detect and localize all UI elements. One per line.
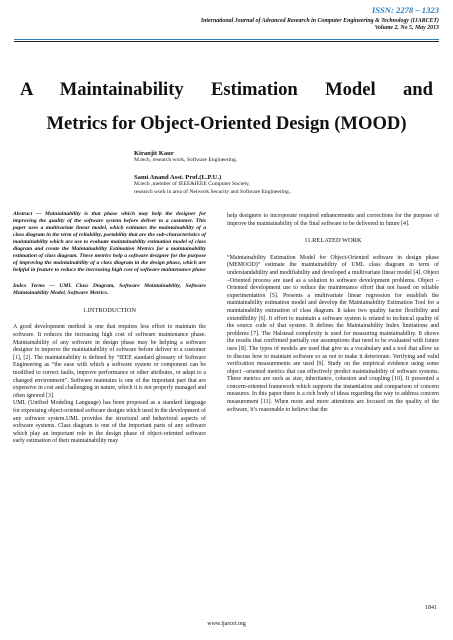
abstract: Abstract — Maintainability is that phase which may help the designer for improving the quality of the software system before deliver to a customer. This paper uses a multivariate linear model, which estimates the maintainability of a class diagram in the term of reliability, portability that are the sub-characteristics of maintainability which are use to evaluate maintainability estimation model of class diagram and create the Maintainability Estimation Metrics for a maintainability estimation of class diagram. These metrics help a software designer for the purpose of improving the maintainability of a class diagram in the design phase, which are helpful in feature to reduce the increasing high cost of software maintenance phase [13, 211, 206, 273]
issn-label: ISSN: 2278 – 1323 [371, 5, 439, 15]
index-terms: Index Terms — UML Class Diagram, Software Maintainability, Software Maintainability Model, Software Metrics. [13, 283, 206, 297]
related-work-paragraph: “Maintainability Estimation Model for Object-Oriented software in design phase (MEMOOD)” estimate the maintainability of UML class diagram in term of understandability and modifiability and developed a multivariate linear model [4]. Object –Oriented process are used as a solution to software development problems. Object –Oriented development use to reduce the maintenance effort that not based on reliable experimentation [5]. Presents a multivariate linear regression for establish the maintainability estimation model and develop the Maintainability Estimation Tool for a maintainability estimation of class diagram. It takes two quality factor flexibility and extendibility [6]. It effort to maintain a software system is related to technical quality of the source code of that system. It defines the Maintainability Index limitations and problems [7]. The Halstead complexity is used for measuring maintainability. It shows the results that confirmed partially our assumptions that need to be evaluated with future uses [8]. The types of models are used that give us a vocabulary and a tool that allow us to discuss how to maintain software so as not to make it deteriorate. Verifying and valid verification measurements are used [9]. Study on the empirical evidence using some object –oriented metrics that can effectively predict maintainability of software systems. These metrics are such as size, inheritance, cohesion and coupling [10]. It presented a concern-oriented framework which supports the instantiation and comparison of concern measures. In this paper there is a rich body of ideas regarding the way to address concern measurement [11]. When more and more attentions are focused on the quality of the software, it’s reasonable to believe that the [227, 254, 439, 413]
title-line-1: A Maintainability Estimation Model and [20, 79, 433, 100]
author-2-name: Sami Anand Asst. Prof.(L.P.U.) [134, 173, 222, 181]
author-block [134, 150, 292, 196]
header-rule-blue [14, 39, 439, 40]
left-column [13, 211, 206, 446]
right-paragraph-1: help designers to incorporate required enhancements and corrections for the purpose of improve the maintainability of the final software to be delivered in future [4]. [227, 213, 439, 227]
journal-header [201, 5, 439, 31]
right-column [227, 213, 439, 414]
author-2-affiliation-1: M.tech ,member of IEEE&IEEE Computer Society, [134, 181, 250, 188]
header-rule-black [14, 41, 439, 42]
author-1-affiliation: M.tech, research work, Software Engineering. [134, 157, 238, 164]
introduction-paragraph-2: UML (Unified Modeling Language) has been proposed as a standard language for expressing object-oriented software designs which used in the development of any software system.UML provides the structural and behavioral aspects of software systems. Class diagram is one of the important parts of any software which play an important role in the design phase of object-oriented software early estimation of their maintainability may [13, 400, 206, 445]
paper-title [20, 73, 433, 141]
related-work-heading: 11.RELATED WORK [304, 237, 362, 245]
introduction-paragraph-1: A good development method is one that requires less effort to maintain the software. It reduces the increasing high cost of software maintenance phase. Maintainability of any software in design phase may be helping a software designer to improve the maintainability of software before deliver to a customer [1], [2]. The maintainability is defined by “IEEE standard glossary of Software Engineering as “the ease with which a software system or component can be modified to correct faults, improve performance or other attributes, or adapt to a changed environment”. Software maintains is one of the important part that are expensive in cost and challenging in nature, which it is not properly managed and often ignored [3]. [13, 324, 206, 399]
journal-name: International Journal of Advanced Research in Computer Engineering & Technology (IJARCET) [200, 18, 439, 24]
title-line-2: Metrics for Object-Oriented Design (MOOD) [46, 113, 407, 134]
author-1-name: Kiranjit Kaur [134, 150, 174, 157]
footer-url: www.ijarcet.org [207, 621, 246, 627]
author-2-affiliation-2: research work in area of Network Security and Software Engineering.. [134, 188, 292, 195]
page-number: 1841 [425, 605, 437, 611]
introduction-heading: 1.INTRODUCTION [82, 306, 137, 314]
journal-volume: Volume 2, No 5, May 2013 [374, 25, 439, 31]
